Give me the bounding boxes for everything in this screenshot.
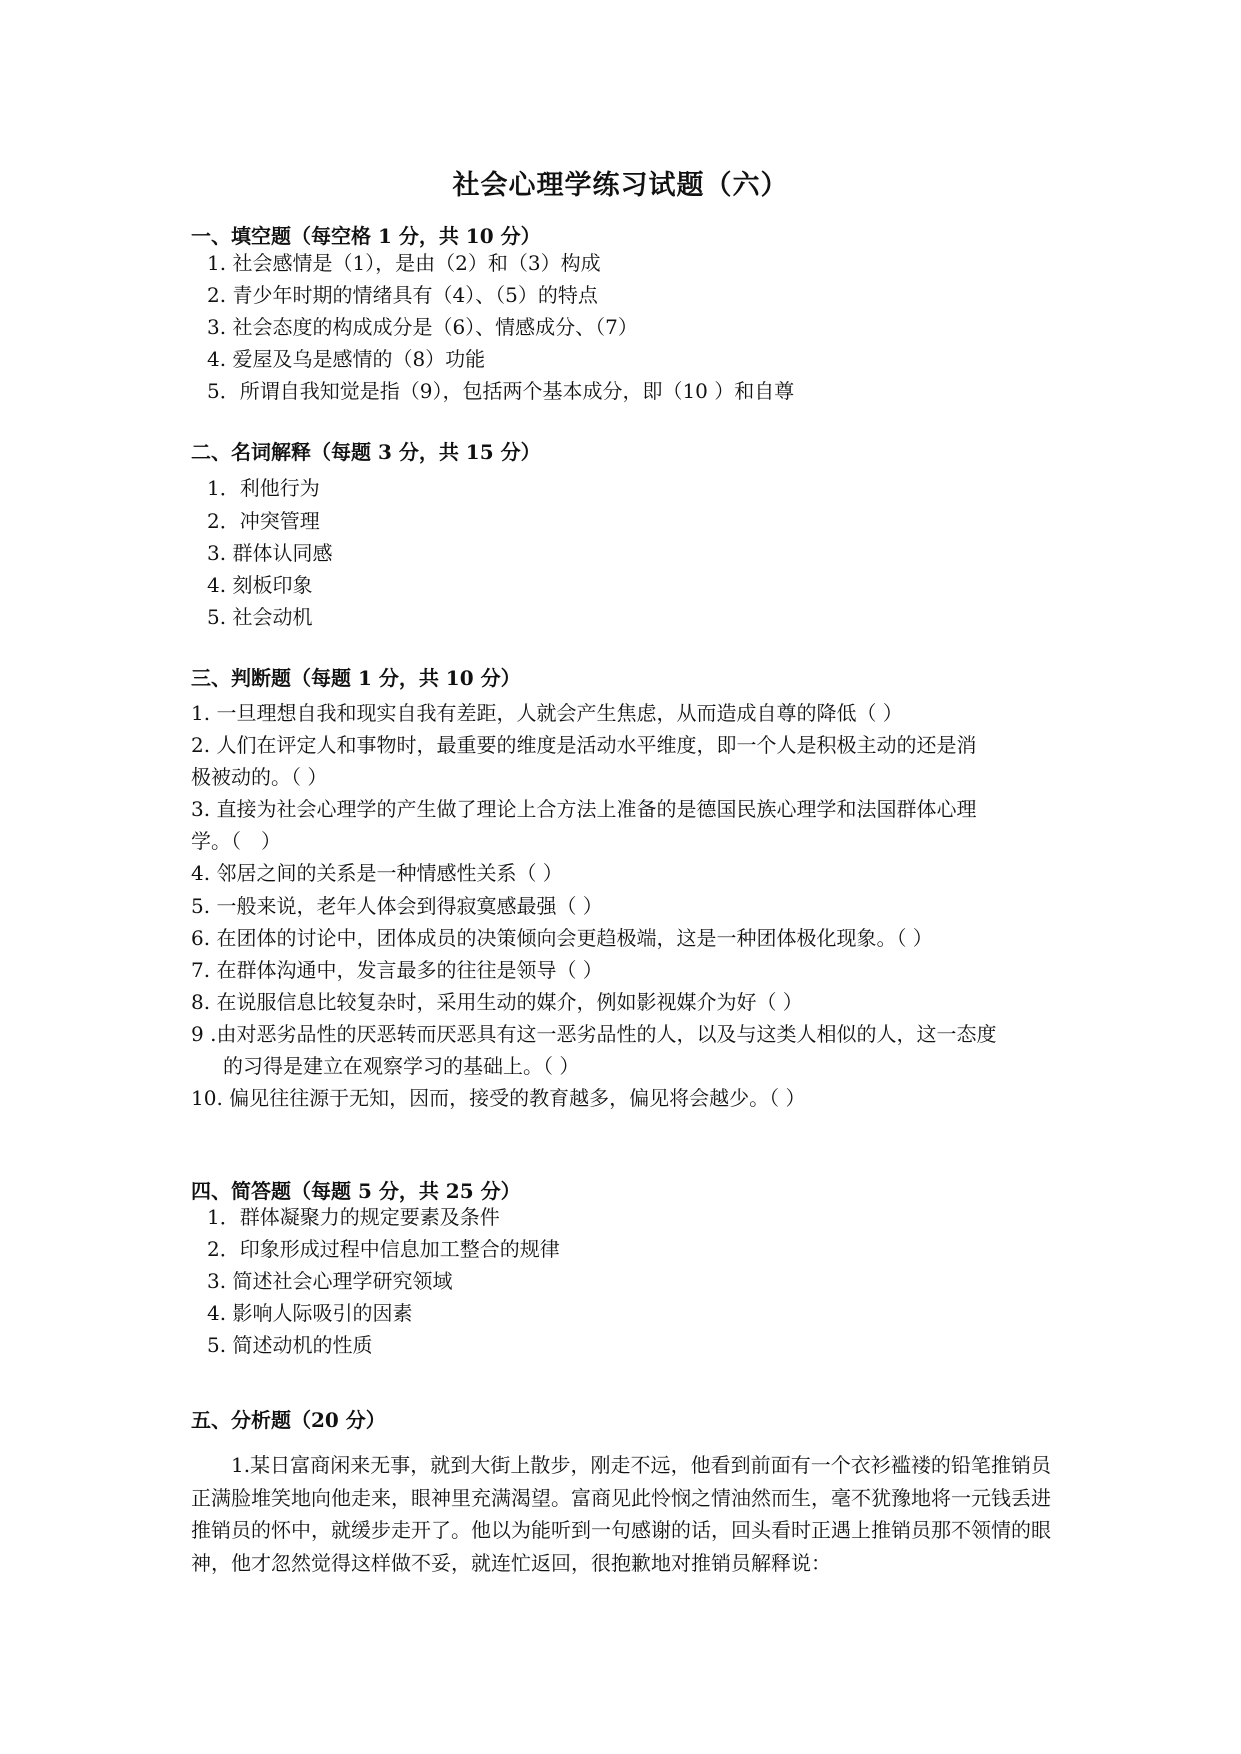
analysis-paragraph: 1.某日富商闲来无事，就到大街上散步，刚走不远，他看到前面有一个衣衫褴褛的铅笔推销员正满脸堆笑地向他走来，眼神里充满渴望。富商见此怜悯之情油然而生，毫不犹豫地将一元钱丢进推销员的怀中，就缓步走开了。他以为能听到一句感谢的话，回头看时正遇上推销员那不领情的眼神，他才忽然觉得这样做不妥，就连忙返回，很抱歉地对推销员解释说： <box>191 1453 1051 1575</box>
list-item: 1．群体凝聚力的规定要素及条件 <box>207 1205 500 1229</box>
list-item: 1. 社会感情是（1），是由（2）和（3）构成 <box>207 251 601 275</box>
list-item: 4. 邻居之间的关系是一种情感性关系（ ） <box>191 861 563 885</box>
list-item: 3. 直接为社会心理学的产生做了理论上合方法上准备的是德国民族心理学和法国群体心理 <box>191 797 977 821</box>
section-heading-analysis: 五、分析题（20 分） <box>191 1408 386 1432</box>
list-item: 2．冲突管理 <box>207 509 320 533</box>
list-item: 5. 一般来说，老年人体会到得寂寞感最强（ ） <box>191 894 603 918</box>
section-heading-true-false: 三、判断题（每题 1 分，共 10 分） <box>191 666 521 690</box>
list-item: 学。（ ） <box>191 829 281 853</box>
list-item: 1．利他行为 <box>207 476 320 500</box>
list-item: 2. 人们在评定人和事物时，最重要的维度是活动水平维度，即一个人是积极主动的还是消 <box>191 733 977 757</box>
list-item: 1. 一旦理想自我和现实自我有差距，人就会产生焦虑，从而造成自尊的降低（ ） <box>191 701 903 725</box>
list-item: 3. 社会态度的构成成分是（6）、情感成分、（7） <box>207 315 638 339</box>
section-heading-terms: 二、名词解释（每题 3 分，共 15 分） <box>191 440 541 464</box>
list-item: 4. 爱屋及乌是感情的（8）功能 <box>207 347 486 371</box>
list-item: 5．所谓自我知觉是指（9），包括两个基本成分，即（10 ）和自尊 <box>207 379 795 403</box>
list-item: 4. 刻板印象 <box>207 573 313 597</box>
list-item: 10. 偏见往往源于无知，因而，接受的教育越多，偏见将会越少。（ ） <box>191 1086 806 1110</box>
section-heading-short-answer: 四、简答题（每题 5 分，共 25 分） <box>191 1179 521 1203</box>
list-item: 4. 影响人际吸引的因素 <box>207 1301 413 1325</box>
list-item: 5. 社会动机 <box>207 605 313 629</box>
list-item: 6. 在团体的讨论中，团体成员的决策倾向会更趋极端，这是一种团体极化现象。（ ） <box>191 926 933 950</box>
list-item: 3. 简述社会心理学研究领域 <box>207 1269 453 1293</box>
list-item: 9 .由对恶劣品性的厌恶转而厌恶具有这一恶劣品性的人，以及与这类人相似的人，这一态度 <box>191 1022 997 1046</box>
list-item: 极被动的。（ ） <box>191 765 328 789</box>
list-item: 的习得是建立在观察学习的基础上。（ ） <box>223 1054 580 1078</box>
section-heading-fill-blank: 一、填空题（每空格 1 分，共 10 分） <box>191 224 541 248</box>
list-item: 5. 简述动机的性质 <box>207 1333 373 1357</box>
list-item: 8. 在说服信息比较复杂时，采用生动的媒介，例如影视媒介为好（ ） <box>191 990 803 1014</box>
list-item: 2. 青少年时期的情绪具有（4）、（5）的特点 <box>207 283 598 307</box>
list-item: 7. 在群体沟通中，发言最多的往往是领导（ ） <box>191 958 603 982</box>
list-item: 3. 群体认同感 <box>207 541 333 565</box>
page-title: 社会心理学练习试题（六） <box>452 170 789 201</box>
list-item: 2．印象形成过程中信息加工整合的规律 <box>207 1237 560 1261</box>
